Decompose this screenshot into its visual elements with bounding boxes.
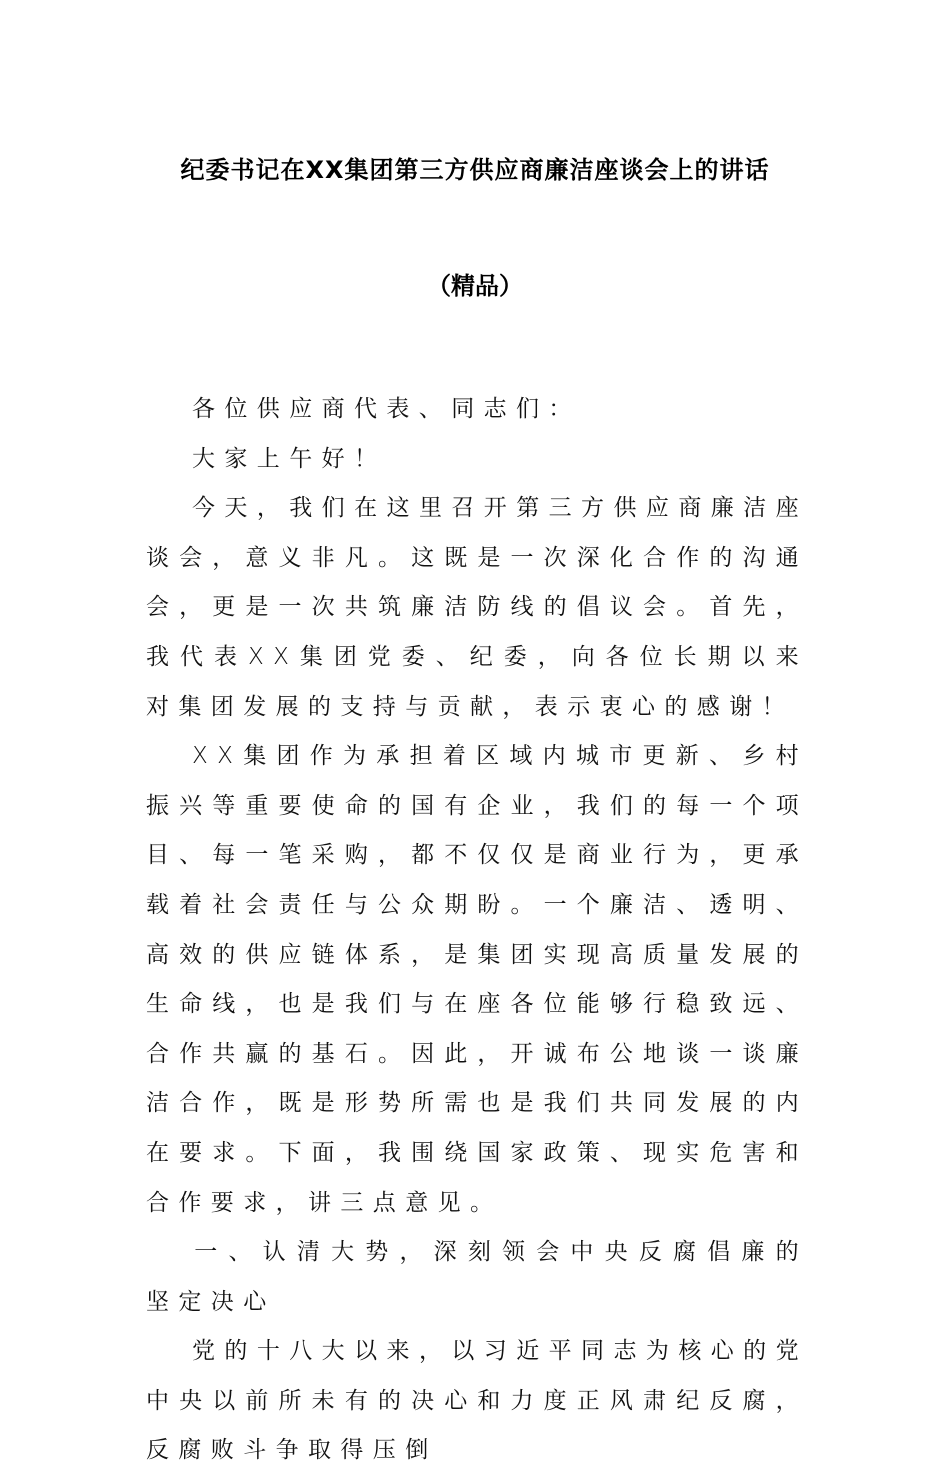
section-1-paragraph: 党的十八大以来，以习近平同志为核心的党中央以前所未有的决心和力度正风肃纪反腐，反腐败斗争取得压倒 (146, 1338, 808, 1464)
document-subtitle: （精品） (427, 272, 523, 300)
opening-paragraph: 今天，我们在这里召开第三方供应商廉洁座谈会，意义非凡。这既是一次深化合作的沟通会，更是一次共筑廉洁防线的倡议会。首先，我代表XX集团党委、纪委，向各位长期以来对集团发展的支持与贡献，表示衷心的感谢！ (146, 495, 808, 720)
salutation-paragraph: 各位供应商代表、同志们： (192, 396, 581, 422)
section-heading-1: 一、认清大势，深刻领会中央反腐倡廉的坚定决心 (146, 1239, 808, 1315)
context-paragraph: XX集团作为承担着区域内城市更新、乡村振兴等重要使命的国有企业，我们的每一个项目、每一笔采购，都不仅仅是商业行为，更承载着社会责任与公众期盼。一个廉洁、透明、高效的供应链体系，是集团实现高质量发展的生命线，也是我们与在座各位能够行稳致远、合作共赢的基石。因此，开诚布公地谈一谈廉洁合作，既是形势所需也是我们共同发展的内在要求。下面，我围绕国家政策、现实危害和合作要求，讲三点意见。 (146, 743, 808, 1216)
document-title: 纪委书记在XX集团第三方供应商廉洁座谈会上的讲话 (180, 156, 770, 184)
document-body (146, 385, 808, 1476)
greeting-paragraph: 大家上午好！ (192, 445, 387, 472)
